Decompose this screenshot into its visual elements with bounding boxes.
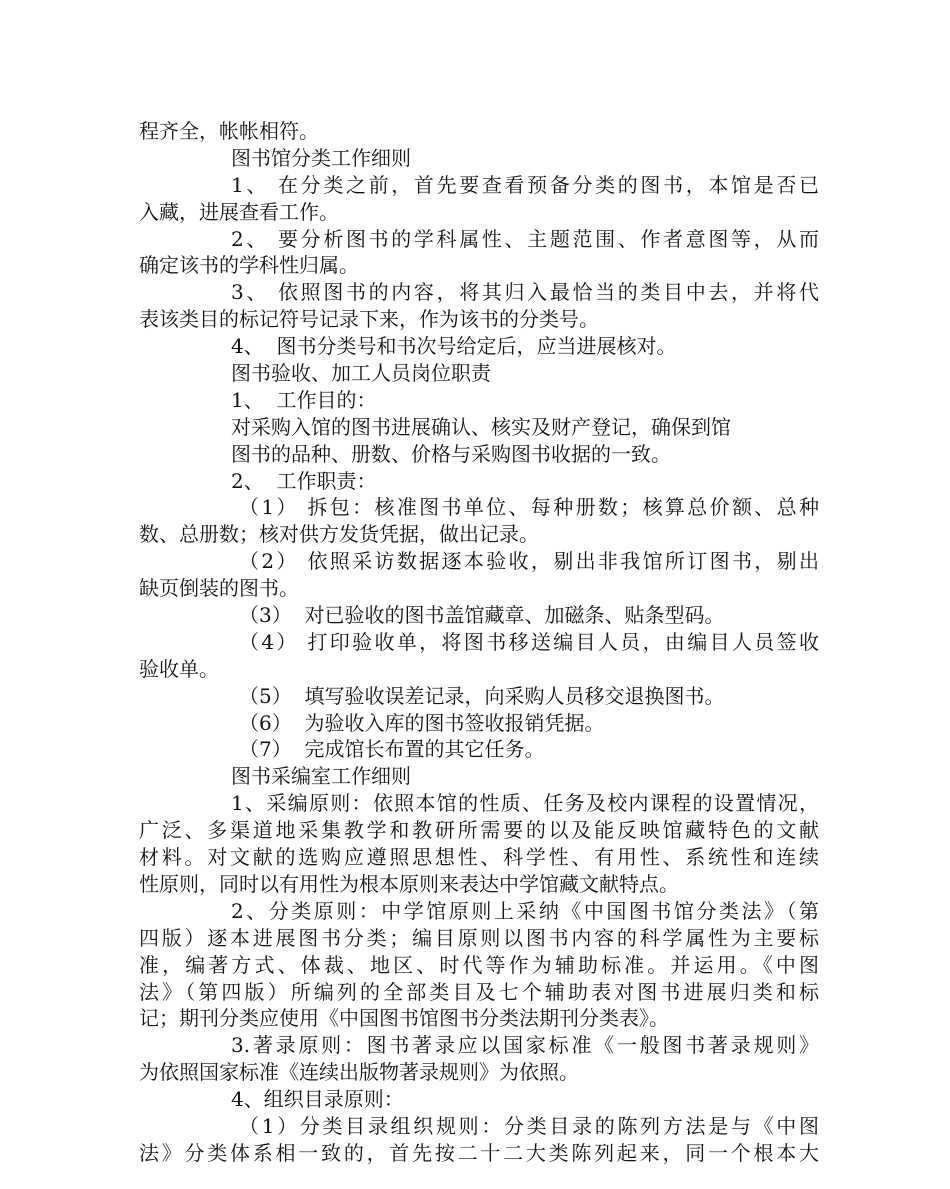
text-line: 法》分类体系相一致的，首先按二十二大类陈列起来，同一个根本大: [139, 1140, 819, 1165]
text-line: （6） 为验收入库的图书签收报销凭据。: [239, 710, 605, 735]
text-line: 四版）逐本进展图书分类；编目原则以图书内容的科学属性为主要标: [139, 925, 819, 950]
text-line: 法》（第四版）所编列的全部类目及七个辅助表对图书进展归类和标: [139, 979, 819, 1004]
text-line: 表该类目的标记符号记录下来，作为该书的分类号。: [139, 307, 599, 332]
text-line: 性原则，同时以有用性为根本原则来表达中学馆藏文献特点。: [139, 871, 679, 896]
text-line: （2） 依照采访数据逐本验收，剔出非我馆所订图书，剔出: [239, 549, 819, 574]
text-line: 3.著录原则：图书著录应以国家标准《一般图书著录规则》: [231, 1033, 819, 1058]
text-line: 程齐全，帐帐相符。: [139, 119, 319, 143]
text-line: 2、 要分析图书的学科属性、主题范围、作者意图等，从而: [231, 226, 819, 251]
text-line: 验收单。: [139, 656, 219, 681]
text-line: 材料。对文献的选购应遵照思想性、科学性、有用性、系统性和连续: [139, 845, 819, 870]
text-line: （1） 拆包：核准图书单位、每种册数；核算总价额、总种: [239, 495, 819, 520]
text-line: 广泛、多渠道地采集教学和教研所需要的以及能反映馆藏特色的文献: [139, 818, 819, 843]
text-line: 2、分类原则：中学馆原则上采纳《中国图书馆分类法》（第: [231, 898, 819, 923]
section-heading: 图书采编室工作细则: [231, 764, 411, 789]
text-line: 1、 在分类之前，首先要查看预备分类的图书，本馆是否已: [231, 172, 819, 197]
text-line: （4） 打印验收单，将图书移送编目人员，由编目人员签收: [239, 629, 819, 654]
section-heading: 图书验收、加工人员岗位职责: [231, 361, 491, 386]
text-line: 为依照国家标准《连续出版物著录规则》为依照。: [139, 1060, 579, 1085]
text-line: （1）分类目录组织规则：分类目录的陈列方法是与《中图: [239, 1113, 819, 1138]
text-line: 1、 工作目的：: [231, 387, 377, 412]
text-line: 数、总册数；核对供方发货凭据，做出记录。: [139, 522, 539, 547]
text-line: 记；期刊分类应使用《中国图书馆图书分类法期刊分类表》。: [139, 1006, 669, 1031]
text-line: （5） 填写验收误差记录，向采购人员移交退换图书。: [239, 683, 725, 708]
text-line: 确定该书的学科性归属。: [139, 253, 359, 278]
text-line: 2、 工作职责：: [231, 468, 377, 493]
text-line: 3、 依照图书的内容，将其归入最恰当的类目中去，并将代: [231, 280, 819, 305]
text-line: 4、 图书分类号和书次号给定后，应当进展核对。: [231, 334, 677, 359]
text-line: 1、采编原则：依照本馆的性质、任务及校内课程的设置情况，: [231, 791, 819, 816]
text-line: 对采购入馆的图书进展确认、核实及财产登记，确保到馆: [231, 414, 731, 439]
text-line: 4、组织目录原则：: [231, 1087, 404, 1112]
text-line: （7） 完成馆长布置的其它任务。: [239, 737, 545, 762]
text-line: 准，编著方式、体裁、地区、时代等作为辅助标准。并运用。《中图: [139, 952, 819, 977]
text-line: 缺页倒装的图书。: [139, 576, 299, 601]
section-heading: 图书馆分类工作细则: [231, 145, 411, 170]
text-line: （3） 对已验收的图书盖馆藏章、加磁条、贴条型码。: [239, 603, 725, 628]
document-body: [139, 118, 819, 1167]
text-line: 图书的品种、册数、价格与采购图书收据的一致。: [231, 441, 671, 466]
text-line: 入藏，进展查看工作。: [139, 199, 339, 224]
